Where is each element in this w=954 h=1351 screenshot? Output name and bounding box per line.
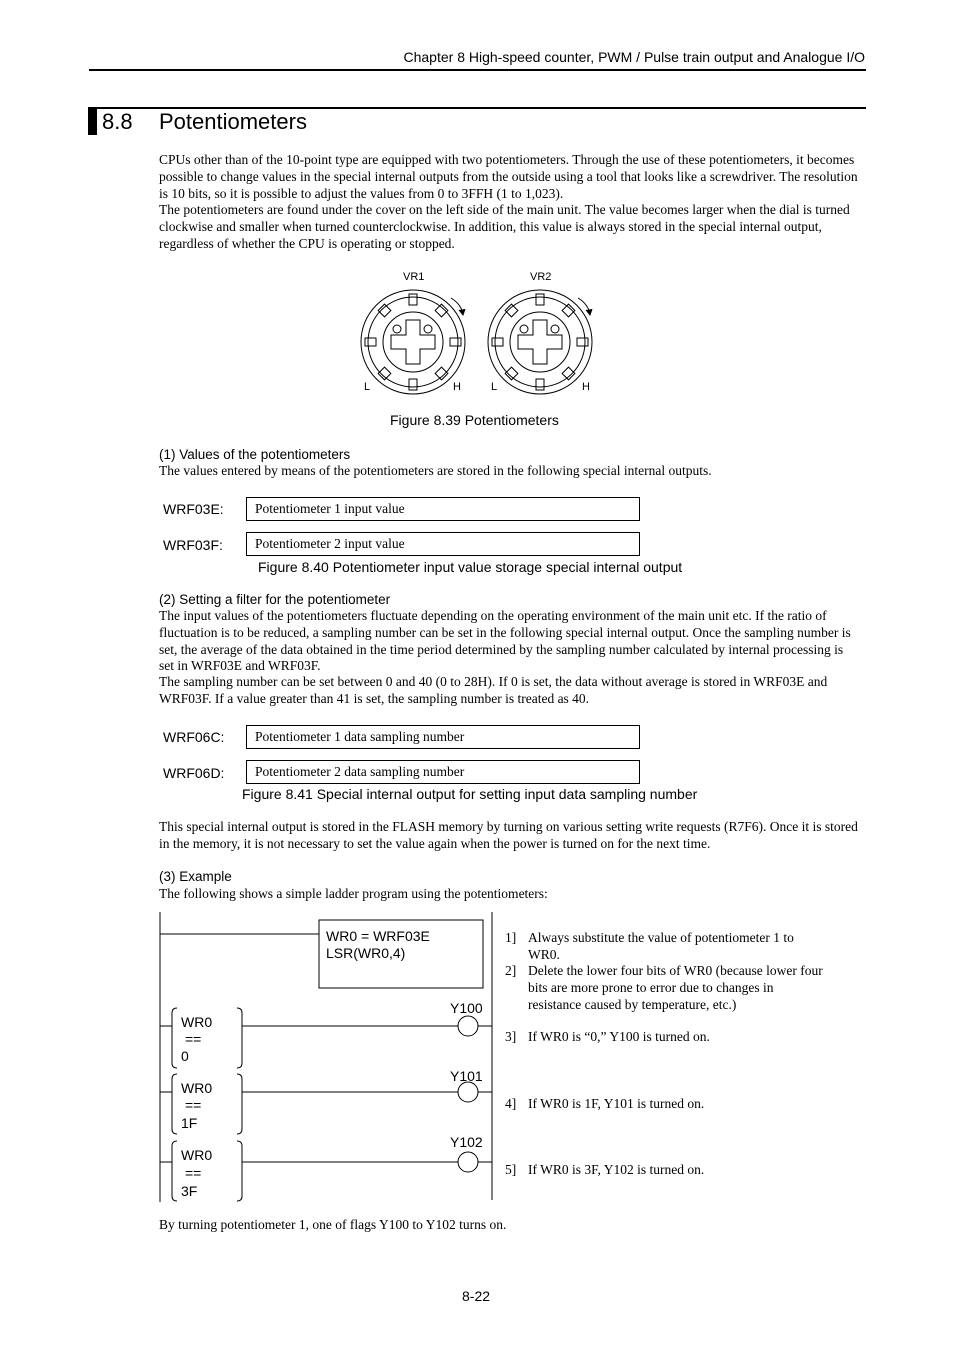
figure-39-caption: Figure 8.39 Potentiometers [390, 412, 559, 428]
register-box-wrf03f: Potentiometer 2 input value [246, 532, 640, 556]
compare-value-2: 1F [181, 1115, 198, 1131]
note-number: 5] [505, 1162, 517, 1177]
register-box-wrf06c: Potentiometer 1 data sampling number [246, 725, 640, 749]
filter-paragraph-3: This special internal output is stored in the FLASH memory by turning on various setting write requests (R7F6). Once it is stored in the memory, it is not necessary to set the value again when the power is turned on for the next time. [159, 819, 858, 851]
compare-bracket-left [172, 1074, 177, 1134]
ladder-note-3 [505, 1029, 835, 1049]
chapter-header: Chapter 8 High-speed counter, PWM / Pulse train output and Analogue I/O [403, 49, 865, 65]
vr1-low-label: L [364, 381, 371, 393]
intro-paragraph-1: CPUs other than of the 10-point type are equipped with two potentiometers. Through the use of these potentiometers, it becomes possible to change values in the special internal outputs from the outside using a tool that looks like a screwdriver. The resolution is 10 bits, so it is possible to adjust the values from 0 to 3FFH (1 to 1,023). [159, 152, 858, 201]
note-text: If WR0 is “0,” Y100 is turned on. [528, 1029, 710, 1044]
compare-operator-1: == [185, 1031, 202, 1047]
coil-label-y102: Y102 [450, 1134, 483, 1150]
note-text: If WR0 is 1F, Y101 is turned on. [528, 1096, 705, 1111]
compare-operand-3: WR0 [181, 1147, 213, 1163]
compare-value-3: 3F [181, 1183, 198, 1199]
note-number: 1] [505, 930, 517, 945]
ladder-diagram [150, 908, 500, 1208]
compare-bracket-left [172, 1008, 177, 1068]
vr2-high-label: H [582, 381, 590, 393]
potentiometer-vr2 [488, 290, 592, 394]
compare-operator-2: == [185, 1097, 202, 1113]
ladder-note-2 [505, 963, 835, 1017]
values-heading: (1) Values of the potentiometers [159, 447, 351, 462]
compare-value-1: 0 [181, 1048, 189, 1064]
coil-y102 [458, 1152, 478, 1172]
note-number: 2] [505, 963, 517, 978]
potentiometers-figure [355, 262, 605, 402]
register-label-wrf06d: WRF06D: [163, 765, 225, 781]
page-number: 8-22 [462, 1288, 491, 1304]
vr1-label: VR1 [403, 271, 425, 283]
compare-operand-1: WR0 [181, 1014, 213, 1030]
potentiometer-vr1 [361, 290, 465, 394]
example-heading: (3) Example [159, 869, 232, 884]
note-text: Delete the lower four bits of WR0 (because lower four bits are more prone to error due to changes in resistance caused by temperature, etc.) [528, 963, 823, 1012]
coil-label-y101: Y101 [450, 1068, 483, 1084]
compare-bracket-right [237, 1008, 242, 1068]
example-text: The following shows a simple ladder program using the potentiometers: [159, 886, 548, 901]
note-text: If WR0 is 3F, Y102 is turned on. [528, 1162, 705, 1177]
note-text: Always substitute the value of potentiometer 1 to WR0. [528, 930, 794, 962]
register-label-wrf03f: WRF03F: [163, 537, 223, 553]
register-box-wrf03e: Potentiometer 1 input value [246, 497, 640, 521]
filter-paragraph-1: The input values of the potentiometers fluctuate depending on the operating environment of the main unit etc. If the ratio of fluctuation is to be reduced, a sampling number can be set in the following special internal output. Once the sampling number is set, the average of the data obtained in the time period determined by the sampling number calculated by internal processing is set in WRF03E and WRF03F. [159, 608, 851, 674]
section-number: 8.8 [102, 109, 133, 134]
vr1-high-label: H [453, 381, 461, 393]
vr2-label: VR2 [530, 271, 552, 283]
compare-operator-3: == [185, 1165, 202, 1181]
ladder-note-5 [505, 1162, 835, 1182]
coil-y100 [458, 1016, 478, 1036]
filter-heading: (2) Setting a filter for the potentiometer [159, 592, 391, 607]
filter-paragraph-2: The sampling number can be set between 0 and 40 (0 to 28H). If 0 is set, the data without average is stored in WRF03E and WRF03F. If a value greater than 41 is set, the sampling number is treated as 40. [159, 674, 828, 706]
register-box-wrf06d: Potentiometer 2 data sampling number [246, 760, 640, 784]
header-rule [89, 69, 866, 71]
processing-line-1: WR0 = WRF03E [326, 928, 430, 944]
register-label-wrf06c: WRF06C: [163, 729, 225, 745]
compare-operand-2: WR0 [181, 1080, 213, 1096]
note-number: 3] [505, 1029, 517, 1044]
coil-label-y100: Y100 [450, 1000, 483, 1016]
figure-41-caption: Figure 8.41 Special internal output for setting input data sampling number [242, 786, 698, 802]
figure-40-caption: Figure 8.40 Potentiometer input value storage special internal output [258, 559, 683, 575]
vr2-low-label: L [491, 381, 498, 393]
compare-bracket-right [237, 1141, 242, 1201]
compare-bracket-left [172, 1141, 177, 1201]
intro-paragraph-2: The potentiometers are found under the cover on the left side of the main unit. The value becomes larger when the dial is turned clockwise and smaller when turned counterclockwise. In addition, this value is always stored in the special internal output, regardless of whether the CPU is operating or stopped. [159, 202, 850, 251]
coil-y101 [458, 1082, 478, 1102]
section-title: Potentiometers [159, 109, 307, 134]
ladder-note-4 [505, 1096, 835, 1116]
note-number: 4] [505, 1096, 517, 1111]
section-marker [88, 107, 97, 135]
compare-bracket-right [237, 1074, 242, 1134]
processing-line-2: LSR(WR0,4) [326, 945, 406, 961]
closing-text: By turning potentiometer 1, one of flags Y100 to Y102 turns on. [159, 1217, 507, 1232]
register-label-wrf03e: WRF03E: [163, 501, 224, 517]
values-text: The values entered by means of the potentiometers are stored in the following special internal outputs. [159, 463, 712, 478]
